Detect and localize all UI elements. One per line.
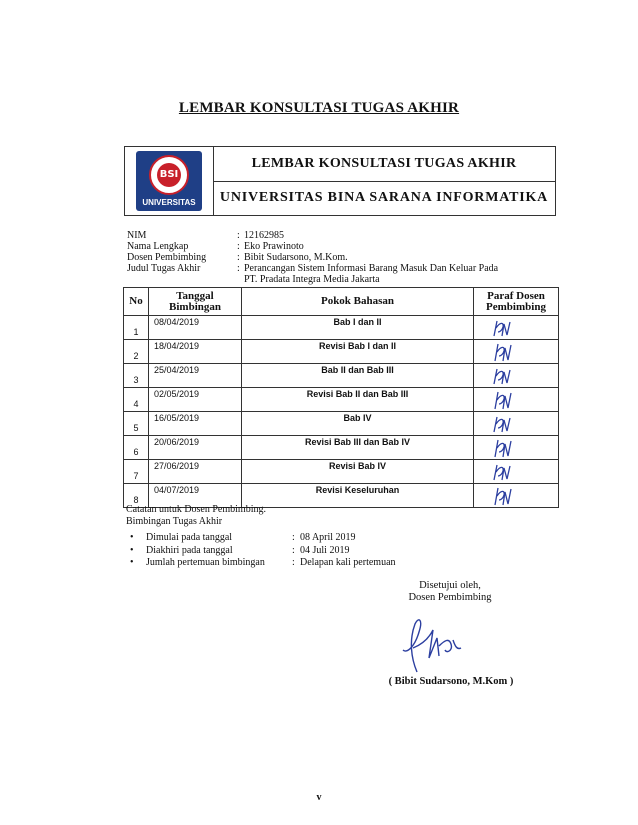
logo-text: UNIVERSITAS <box>142 198 196 207</box>
row-topic: Revisi Bab III dan Bab IV <box>242 436 474 460</box>
table-header-row <box>124 288 559 316</box>
paraf-signature <box>488 390 518 410</box>
name-value: Eko Prawinoto <box>244 241 304 252</box>
row-no: 4 <box>124 388 149 412</box>
thesis-title-line2: PT. Pradata Integra Media Jakarta <box>244 274 380 285</box>
table-row <box>124 340 559 364</box>
header-date <box>149 288 242 316</box>
paraf-signature <box>488 486 518 506</box>
thesis-title-line1: Perancangan Sistem Informasi Barang Masuk Dan Keluar Pada <box>244 263 499 274</box>
table-row <box>124 412 559 436</box>
logo-mark: BSI <box>157 163 181 187</box>
advisor-signature <box>395 610 465 680</box>
row-date: 27/06/2019 <box>149 460 242 484</box>
notes-line1: Catatan untuk Dosen Pembimbing. <box>126 504 266 515</box>
colon: : <box>292 532 295 543</box>
table-row <box>124 316 559 340</box>
item-value: 04 Juli 2019 <box>300 544 350 556</box>
bullet-icon: • <box>130 532 134 543</box>
page-title: LEMBAR KONSULTASI TUGAS AKHIR <box>178 100 460 116</box>
row-date: 02/05/2019 <box>149 388 242 412</box>
row-topic: Bab IV <box>242 412 474 436</box>
approval-line2: Dosen Pembimbing <box>408 592 492 603</box>
header-university: UNIVERSITAS BINA SARANA INFORMATIKA <box>219 190 549 205</box>
page-number: v <box>316 792 322 803</box>
row-paraf <box>474 316 559 340</box>
row-no: 8 <box>124 484 149 508</box>
paraf-signature <box>488 438 518 458</box>
row-paraf <box>474 436 559 460</box>
row-no: 6 <box>124 436 149 460</box>
colon: : <box>237 252 240 263</box>
row-topic: Bab II dan Bab III <box>242 364 474 388</box>
header-topic: Pokok Bahasan <box>242 288 474 316</box>
table-row <box>124 436 559 460</box>
header-paraf-line1: Paraf Dosen <box>487 289 545 302</box>
item-label: Diakhiri pada tanggal <box>146 544 233 556</box>
colon: : <box>292 544 295 556</box>
item-value: Delapan kali pertemuan <box>300 557 396 568</box>
bullet-icon: • <box>130 544 134 556</box>
logo-emblem <box>149 155 189 195</box>
row-paraf <box>474 484 559 508</box>
row-topic: Revisi Bab I dan II <box>242 340 474 364</box>
row-date: 25/04/2019 <box>149 364 242 388</box>
nim-value: 12162985 <box>244 230 284 241</box>
colon: : <box>292 557 295 568</box>
paraf-signature <box>488 366 518 386</box>
table-row <box>124 364 559 388</box>
item-label: Jumlah pertemuan bimbingan <box>146 557 265 568</box>
header-paraf-line2: Pembimbing <box>486 300 546 313</box>
row-no: 2 <box>124 340 149 364</box>
row-topic: Revisi Keseluruhan <box>242 484 474 508</box>
row-paraf <box>474 460 559 484</box>
header-title: LEMBAR KONSULTASI TUGAS AKHIR <box>251 156 517 171</box>
row-date: 04/07/2019 <box>149 484 242 508</box>
notes-heading <box>126 504 266 528</box>
name-label: Nama Lengkap <box>127 241 189 252</box>
document-header <box>124 146 556 216</box>
notes-line2: Bimbingan Tugas Akhir <box>126 516 223 527</box>
bullet-icon: • <box>130 557 134 568</box>
header-date-line2: Bimbingan <box>169 300 221 313</box>
table-row <box>124 388 559 412</box>
row-date: 08/04/2019 <box>149 316 242 340</box>
row-paraf <box>474 388 559 412</box>
row-no: 7 <box>124 460 149 484</box>
approval-line1: Disetujui oleh, <box>419 580 481 591</box>
colon: : <box>237 241 240 252</box>
colon: : <box>237 263 240 274</box>
row-no: 3 <box>124 364 149 388</box>
university-logo <box>136 151 202 211</box>
row-no: 5 <box>124 412 149 436</box>
paraf-signature <box>488 414 518 434</box>
item-label: Dimulai pada tanggal <box>146 532 233 543</box>
row-paraf <box>474 340 559 364</box>
paraf-signature <box>488 318 518 338</box>
header-paraf <box>474 288 559 316</box>
row-topic: Revisi Bab II dan Bab III <box>242 388 474 412</box>
thesis-label: Judul Tugas Akhir <box>127 263 201 274</box>
header-date-line1: Tanggal <box>176 289 214 302</box>
nim-label: NIM <box>127 230 147 241</box>
paraf-signature <box>488 462 518 482</box>
row-date: 16/05/2019 <box>149 412 242 436</box>
header-no: No <box>124 288 149 316</box>
row-no: 1 <box>124 316 149 340</box>
consultation-table <box>123 287 559 508</box>
paraf-signature <box>488 342 518 362</box>
signer-name: ( Bibit Sudarsono, M.Kom ) <box>388 676 514 687</box>
approval-block <box>380 580 520 604</box>
item-value: 08 April 2019 <box>300 532 356 543</box>
row-date: 20/06/2019 <box>149 436 242 460</box>
row-date: 18/04/2019 <box>149 340 242 364</box>
row-paraf <box>474 364 559 388</box>
row-topic: Revisi Bab IV <box>242 460 474 484</box>
row-topic: Bab I dan II <box>242 316 474 340</box>
row-paraf <box>474 412 559 436</box>
advisor-label: Dosen Pembimbing <box>127 252 207 263</box>
logo-cell <box>125 147 214 215</box>
advisor-value: Bibit Sudarsono, M.Kom. <box>244 252 348 263</box>
colon: : <box>237 230 240 241</box>
table-row <box>124 460 559 484</box>
